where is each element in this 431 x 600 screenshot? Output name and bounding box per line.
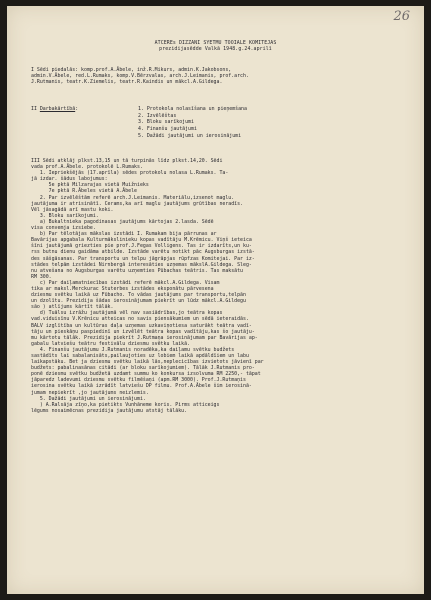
minutes-line: Vēl jāsagādā arī mastu koki. bbox=[31, 206, 114, 213]
minutes-line: tāju un pieskāņu paspiedinī un izvēlēt teātra kopas vadītāju,kas šo jautāju- bbox=[31, 328, 255, 335]
minutes-line: ) A.Ralsāja zīņo,ka pietikts Vunhāneme koris. Pirms atticeigs bbox=[31, 401, 220, 408]
minutes-line: jāparedz ladevumi dziesmu svētku filmēšaņi (apm.RM 3000). Prof.J.Rutmaņis bbox=[31, 377, 246, 384]
agenda-item: 3. Bloku sarīkojumi bbox=[138, 119, 194, 126]
minutes-line: gabalu latviešu teātru festivālu dziesmu svētku laikā. bbox=[31, 340, 190, 347]
minutes-line: budžets: pabalinasānas citādi (ar bloku sarīkojumiem). Tālāk J.Rutmanis pro- bbox=[31, 365, 255, 372]
agenda-label-prefix: II bbox=[31, 106, 40, 112]
agenda-item: 4. Finanšu jautājumi bbox=[138, 126, 197, 133]
document-title: ATCEREs DIZZANI SYETMU TOOIALE KOMITEJAS bbox=[154, 40, 277, 46]
minutes-line: jumam nepiekrīt ,jo jautājums neizlemis. bbox=[31, 389, 149, 396]
agenda-label bbox=[31, 106, 78, 112]
minutes-line: RM 300. bbox=[31, 273, 52, 280]
minutes-line: ierosina svētku laikā izrādīt latviešu DP filmu. Prof.A.Ābele šim ierosinā- bbox=[31, 383, 252, 390]
minutes-line: rss butnu dienu gaidāma atbilde. Izstāde varētu notikt pāc Augsburgas izstā- bbox=[31, 249, 255, 256]
minutes-line: c) Par daiļamatniecības izstādi referē mākcl.A.Gildega. Visam bbox=[31, 279, 220, 286]
minutes-line: d) Tuālsu izrāžu jautājumā vēl nav sasiādrības,jo teātra kopas bbox=[31, 310, 223, 317]
minutes-line: 2. Par izvēlēštām referē arch.J.Leimanis. Materiālu,izsenot maglu. bbox=[31, 194, 235, 201]
minutes-line: lēgums nosaimēcnas prezidija jautājumu atstāj tālāku. bbox=[31, 407, 188, 414]
agenda-item: 2. Izvēlēštas bbox=[138, 112, 177, 119]
minutes-line: tika ar maksl.Merckurac Stuterbes izstādes eksponātu pārvesena bbox=[31, 285, 214, 292]
minutes-line: sāo ) atlījums kārtīt tālāk. bbox=[31, 304, 114, 311]
minutes-line: jautājuma ir atrisinātī. Cerams,ka arī maglu jautājums grūtības neradīs. bbox=[31, 200, 243, 207]
attendees-line: J.Rutmanis, teatr.K.Ziemelis, teatr.R.Kaindis un mākcl.A.Gildega. bbox=[31, 79, 223, 86]
minutes-line: mu kārtotu tālāk. Prezidija piekrīt J.Rutmaņa ierosinājumam par Bavārijas ap- bbox=[31, 334, 258, 341]
minutes-line: sastādīts lai sabalanisāts,pailaujoties uz lobiem laikā apdāldīiem un labu bbox=[31, 353, 249, 359]
page-number: 26 bbox=[393, 9, 410, 24]
document-subtitle: prezidijasēdde Valkā 1948.g.24.aprilī bbox=[159, 46, 272, 52]
minutes-body bbox=[31, 158, 409, 414]
minutes-line: vada prof.A.Ābele. protokolē L.Rumaks. bbox=[31, 164, 143, 171]
minutes-line: 5e pktā Milzarajas vietā Muižnieks bbox=[31, 182, 149, 189]
minutes-line: 7e pktā R.Ābeles vietā A.Ābele bbox=[31, 188, 137, 195]
minutes-line: des sāšgāsanas. Par transportu un telpu jāgrāpjas rūpfzas Komitejai. Par iz- bbox=[31, 255, 255, 262]
minutes-line: un dzolītu. Prezidija šādas ierosinājumam piekrīt un lūdz mākcl.A.Gildegu bbox=[31, 298, 246, 305]
minutes-line: III Sēdi atklāj plkst.13,15 un tā turpinās līdz plkst.14,20. Sēdi bbox=[31, 158, 223, 164]
minutes-line: nu atvešana no Augsburgas varētu uzņemties Pūbachas teātris. Tas maksātu bbox=[31, 267, 243, 274]
minutes-line: vad.viduisīnu V.Krēnicu atteicas no savis piensākumiem un sēdā ieteraidās. bbox=[31, 316, 249, 323]
minutes-line: Bavārijas apgabala Kulturmākslinieku kopas vadītāju M.Krēmicu. Viņš ieteica bbox=[31, 237, 252, 244]
agenda-label-underlined: Darbakārtībā bbox=[39, 106, 76, 112]
minutes-line: stādes telpām izstādei Nirnbergā interesāties uzņemas mākslA.Gildega. Sleg- bbox=[31, 261, 252, 268]
attendees-line: admin.V.Ābele, red.L.Rumaks, komp.V.Bērzvalas, arch.J.Leimanis, prof.arch. bbox=[31, 73, 249, 80]
minutes-line: 1. Iepriekšējās (17.aprīla) sēdes protokolu nolasa L.Rumaks. Ta- bbox=[31, 170, 229, 177]
minutes-line: BALV izglītība un kultūras daļa uzņemas uzkaviņotiesa saturākt teātra vadī- bbox=[31, 322, 252, 329]
agenda-item: 1. Protokola nolasīšana un pieņemšana bbox=[138, 106, 247, 112]
attendees-section bbox=[31, 67, 409, 85]
attendees-line: I Sēdi piedalās: komp.prof.A.Ābele, inž.R.Mikurs, admin.K.Jakobsons, bbox=[31, 67, 232, 73]
agenda-list bbox=[138, 106, 247, 139]
minutes-line: laikapstāku. Bet ja dziesmu svētku laikā lās,neplecicības izvietots jāvienī par bbox=[31, 359, 264, 366]
minutes-line: 4. Finanšu jautājumu J.Rutmanis noradēka,ka daiļamu svētku budžets bbox=[31, 346, 235, 353]
minutes-line: a) Bukaltnieka pagodinasas jautājums kārtojas 2.lasda. Sēdē bbox=[31, 218, 214, 225]
agenda-label-suffix: : bbox=[75, 106, 79, 112]
minutes-line: 5. Dažādi jautājumi un ierosinājumi. bbox=[31, 395, 146, 402]
minutes-line: šīni jautājumā griezties pie prof.J.Fegas Volligens. Tas ir izdarīts,un ku- bbox=[31, 243, 252, 250]
agenda-item: 5. Dažādi jautājumi un ierosinājumi bbox=[138, 132, 242, 139]
minutes-line: 3. Bloku sarīkojumi. bbox=[31, 212, 99, 219]
minutes-line: dziesmu svētku laikā uz Fūbacho. To vādas jautājums par transportu,telpān bbox=[31, 292, 246, 299]
document-page bbox=[7, 6, 424, 594]
minutes-line: ponē dziesmu svētku budžetā uzdamt summu ko konkursa izsolvuma RM 2250,- tāpat bbox=[31, 371, 261, 378]
minutes-line: b) Par tēlotājas mākslas izstādi I. Rumakam bija pārrunas ar bbox=[31, 231, 217, 238]
minutes-line: jā izdar. šādus labojumus: bbox=[31, 176, 108, 183]
minutes-line: visa convemja izsiebe. bbox=[31, 225, 96, 232]
